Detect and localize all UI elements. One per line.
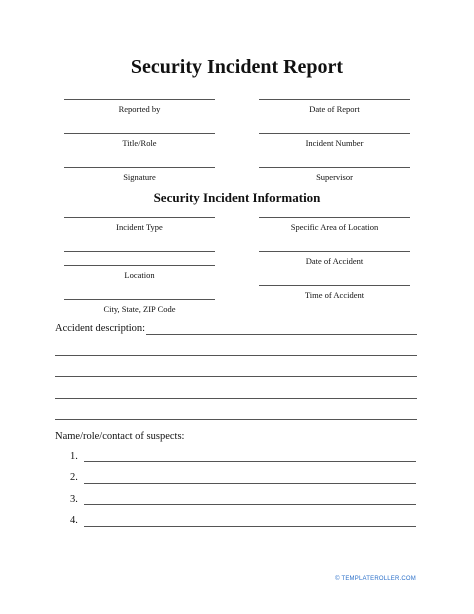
suspect-number-4: 4. (70, 515, 78, 526)
title-role-line[interactable] (64, 133, 215, 134)
suspect-number-2: 2. (70, 472, 78, 483)
date-of-report-label: Date of Report (309, 104, 360, 114)
time-of-accident-label: Time of Accident (304, 290, 365, 300)
city-state-zip-label: City, State, ZIP Code (103, 304, 176, 314)
date-of-report-line[interactable] (259, 99, 410, 100)
suspect-line-4[interactable] (84, 526, 416, 527)
section-title: Security Incident Information (153, 190, 321, 205)
accident-description-line-3[interactable] (55, 398, 417, 399)
time-of-accident-line[interactable] (259, 285, 410, 286)
suspect-number-1: 1. (70, 451, 78, 462)
date-of-accident-line[interactable] (259, 251, 410, 252)
accident-description-line-2[interactable] (55, 376, 417, 377)
incident-type-label: Incident Type (116, 222, 163, 232)
location-line-2[interactable] (64, 265, 215, 266)
form-title: Security Incident Report (130, 56, 344, 78)
city-state-zip-line[interactable] (64, 299, 215, 300)
suspect-line-2[interactable] (84, 483, 416, 484)
signature-line[interactable] (64, 167, 215, 168)
footer-link[interactable]: © TEMPLATEROLLER.COM (335, 576, 416, 582)
reported-by-line[interactable] (64, 99, 215, 100)
incident-type-line[interactable] (64, 217, 215, 218)
reported-by-label: Reported by (118, 104, 161, 114)
location-label: Location (124, 270, 155, 280)
suspect-number-3: 3. (70, 494, 78, 505)
accident-description-label: Accident description: (55, 323, 146, 334)
specific-area-line[interactable] (259, 217, 410, 218)
suspect-line-3[interactable] (84, 504, 416, 505)
date-of-accident-label: Date of Accident (305, 256, 364, 266)
accident-description-line-1[interactable] (55, 355, 417, 356)
suspects-label: Name/role/contact of suspects: (55, 431, 185, 442)
title-role-label: Title/Role (122, 138, 157, 148)
supervisor-line[interactable] (259, 167, 410, 168)
specific-area-label: Specific Area of Location (290, 222, 379, 232)
incident-number-label: Incident Number (305, 138, 364, 148)
accident-description-line-4[interactable] (55, 419, 417, 420)
signature-label: Signature (123, 172, 156, 182)
incident-number-line[interactable] (259, 133, 410, 134)
location-line-1[interactable] (64, 251, 215, 252)
accident-description-line-0[interactable] (146, 334, 417, 335)
supervisor-label: Supervisor (316, 172, 353, 182)
suspect-line-1[interactable] (84, 461, 416, 462)
